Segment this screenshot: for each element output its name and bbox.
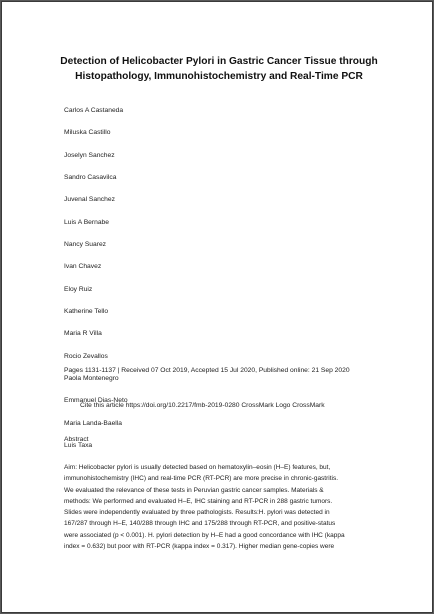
author-name: Nancy Suarez (64, 241, 107, 249)
author-name: Juvenal Sanchez (64, 196, 115, 204)
author-name: Maria Landa-Baella (64, 419, 122, 427)
author-name: Ivan Chavez (64, 263, 102, 271)
article-title: Detection of Helicobacter Pylori in Gastric Cancer Tissue through Histopathology, Immunohistochemistry and Real-Time PCR (60, 56, 378, 82)
author-name: Eloy Ruiz (64, 285, 93, 293)
author-list (64, 107, 128, 465)
author-name: Paola Montenegro (64, 375, 119, 383)
author-name: Maria R Villa (64, 330, 102, 338)
author-name: Sandro Casavilca (64, 174, 117, 182)
citation-line: Cite this article https://doi.org/10.2217/fmb-2019-0280 CrossMark Logo CrossMark (80, 402, 325, 409)
abstract-text: Aim: Helicobacter pylori is usually detected based on hematoxylin–eosin (H–E) features, but, immunohistochemistry (IHC) and real-time PCR (RT-PCR) are more precise in chronic-gastritis. We evaluated the relevance of these tests in Peruvian gastric cancer samples. Materials & methods: We performed and evaluated H–E, IHC staining and RT-PCR in 288 gastric tumors. Slides were independently evaluated by three pathologists. Results:H. pylori was detected in 167/287 through H–E, 140/288 through IHC and 175/288 through RT-PCR, and positive-status were associated (p < 0.001). H. pylori detection by H–E had a good concordance with IHC (kappa index = 0.632) but poor with RT-PCR (kappa index = 0.317). Higher median gene-copies were (64, 464, 345, 551)
abstract-heading: Abstract (64, 436, 89, 443)
author-name: Emmanuel Dias-Neto (64, 397, 128, 405)
author-name: Rocio Zevallos (64, 352, 108, 360)
author-name: Carlos A Castaneda (64, 107, 124, 114)
author-name: Katherine Tello (64, 308, 109, 316)
author-name: Joselyn Sanchez (64, 151, 115, 159)
document-page (1, 1, 433, 613)
author-name: Luis A Bernabe (64, 218, 109, 226)
author-name: Miluska Castillo (64, 129, 111, 137)
author-name: Luis Taxa (64, 442, 93, 450)
publication-info: Pages 1131-1137 | Received 07 Oct 2019, Accepted 15 Jul 2020, Published online: 21 Sep 2020 (64, 367, 350, 374)
